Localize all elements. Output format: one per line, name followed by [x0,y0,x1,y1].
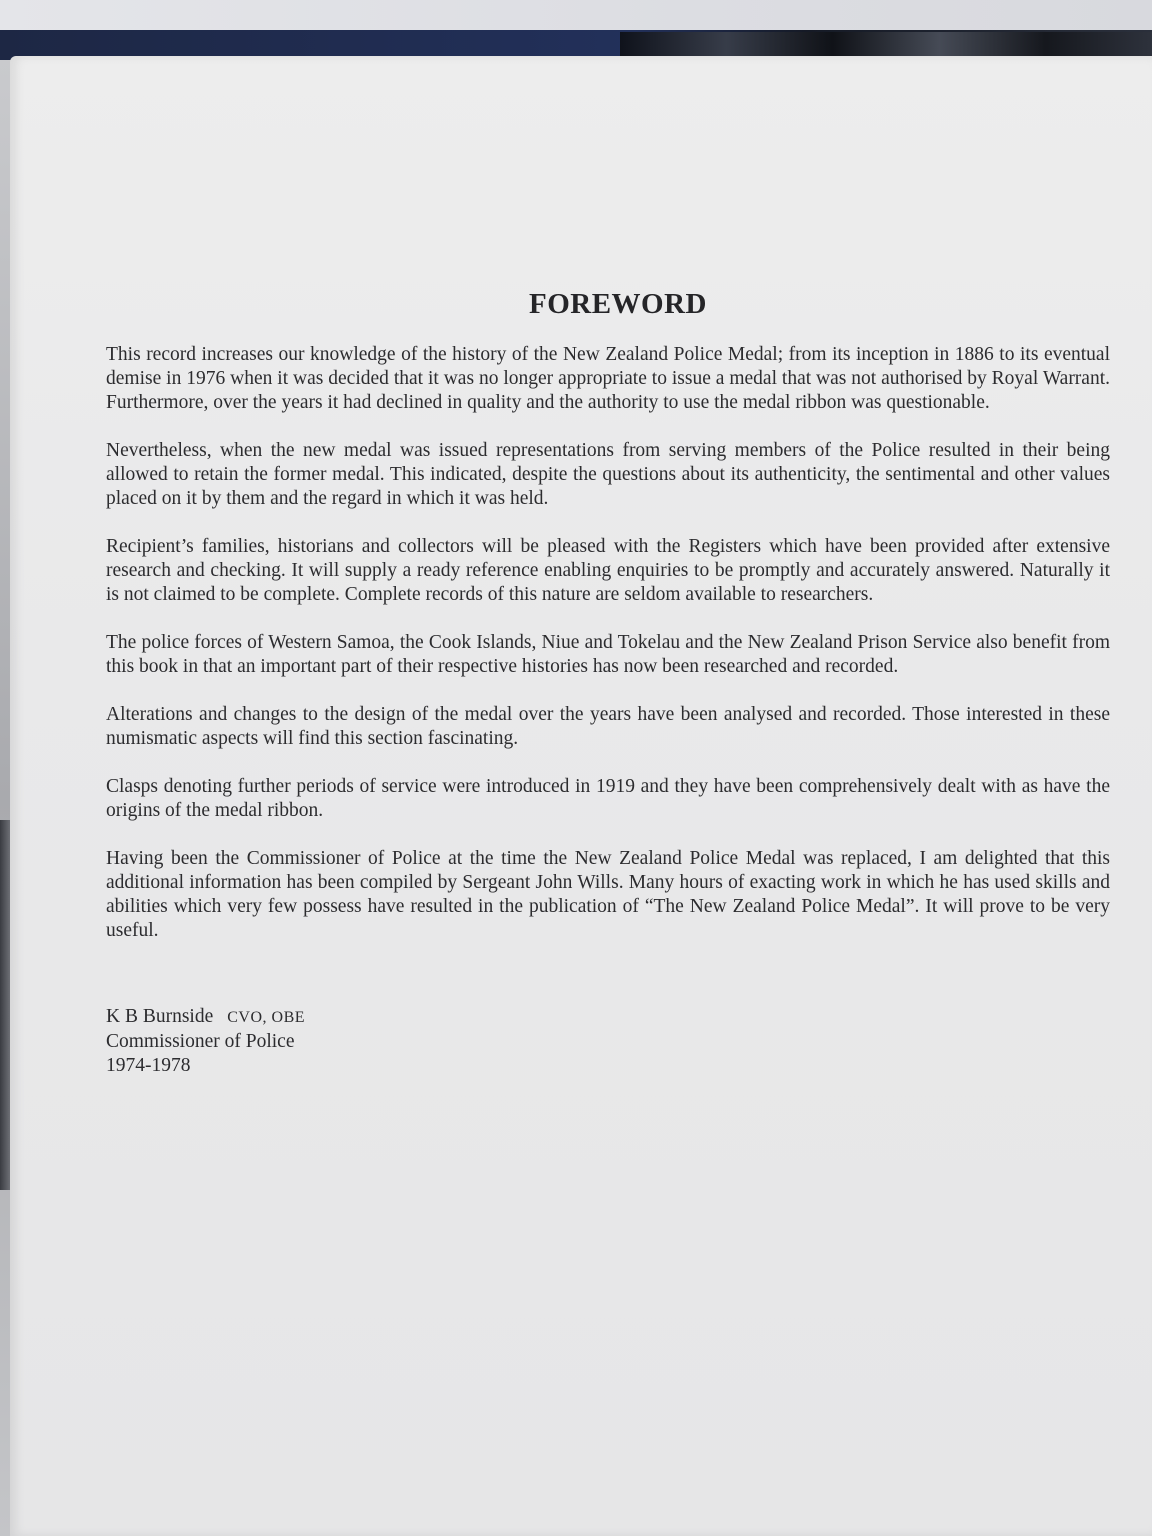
paragraph: Clasps denoting further periods of service were introduced in 1919 and they have been comprehensively dealt with as have the origins of the medal ribbon. [106,776,1110,821]
paragraph: The police forces of Western Samoa, the Cook Islands, Niue and Tokelau and the New Zealand Prison Service also benefit from this book in that an important part of their respective histories has now been researched and recorded. [106,632,1110,677]
paragraph: Nevertheless, when the new medal was issued representations from serving members of the Police resulted in their being allowed to retain the former medal. This indicated, despite the questions about its authenticity, the sentimental and other values placed on it by them and the regard in which it was held. [106,440,1110,509]
paragraph: Recipient’s families, historians and collectors will be pleased with the Registers which have been provided after extensive research and checking. It will supply a ready reference enabling enquiries to be promptly and accurately answered. Naturally it is not claimed to be complete. Complete records of this nature are seldom available to researchers. [106,536,1110,605]
signatory-role: Commissioner of Police [106,1031,295,1052]
book-page [10,56,1152,1536]
cover-edge-shadow [0,820,10,1190]
paragraph: Having been the Commissioner of Police at the time the New Zealand Police Medal was replaced, I am delighted that this additional information has been compiled by Sergeant John Wills. Many hours of exacting work in which he has used skills and abilities which very few possess have resulted in the publication of “The New Zealand Police Medal”. It will prove to be very useful. [106,848,1110,941]
paragraph: This record increases our knowledge of the history of the New Zealand Police Medal; from its inception in 1886 to its eventual demise in 1976 when it was decided that it was no longer appropriate to issue a medal that was not authorised by Royal Warrant. Furthermore, over the years it had declined in quality and the authority to use the medal ribbon was questionable. [106,344,1110,413]
paragraph: Alterations and changes to the design of the medal over the years have been analysed and recorded. Those interested in these numismatic aspects will find this section fascinating. [106,704,1110,749]
signatory-name: K B Burnside [106,1006,214,1027]
background-surface [0,0,1152,34]
foreword-content [106,288,1110,1078]
signature-name-line [106,1005,1110,1030]
signatory-years: 1974-1978 [106,1055,191,1076]
signature-block [106,1005,1110,1078]
signatory-honours: CVO, OBE [227,1009,306,1026]
page-title: FOREWORD [529,288,707,320]
